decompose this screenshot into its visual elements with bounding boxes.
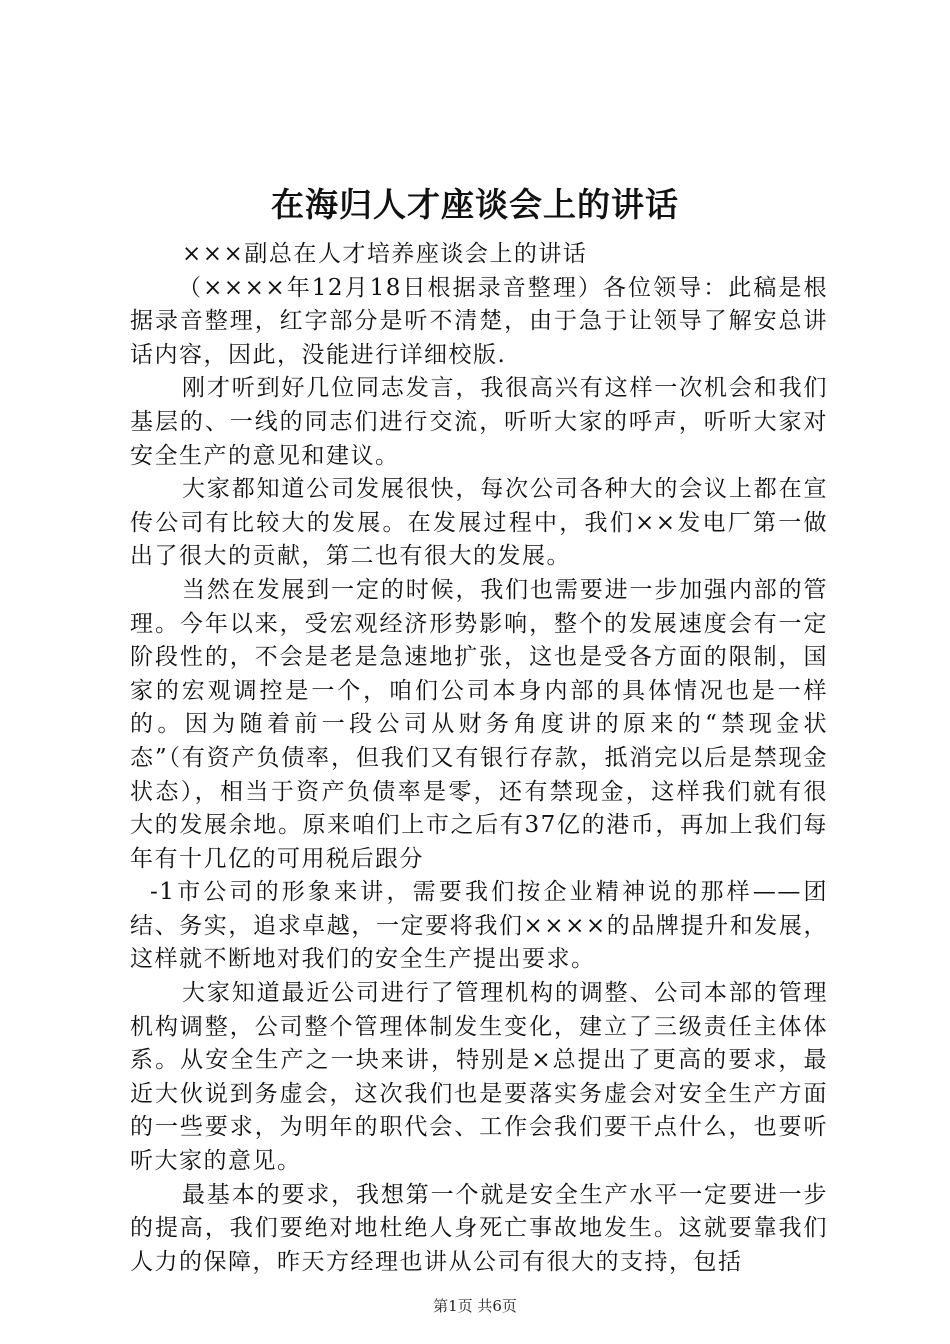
speech-subtitle: ×××副总在人才培养座谈会上的讲话	[182, 241, 588, 267]
recording-note-paragraph: （××××年12月18日根据录音整理）各位领导：此稿是根据录音整理，红字部分是听不清楚，由于急于让领导了解安总讲话内容，因此，没能进行详细校版.	[130, 274, 828, 368]
body-paragraph: 大家都知道公司发展很快，每次公司各种大的会议上都在宣传公司有比较大的发展。在发展过程中，我们××发电厂第一做出了很大的贡献，第二也有很大的发展。	[130, 476, 828, 570]
body-paragraph: 大家知道最近公司进行了管理机构的调整、公司本部的管理机构调整，公司整个管理体制发生变化，建立了三级责任主体体系。从安全生产之一块来讲，特别是×总提出了更高的要求，最近大伙说到务虚会，这次我们也是要落实务虚会对安全生产方面的一些要求，为明年的职代会、工作会我们要干点什么，也要听听大家的意见。	[130, 980, 828, 1175]
document-title: 在海归人才座谈会上的讲话	[271, 185, 679, 224]
body-paragraph: -1市公司的形象来讲，需要我们按企业精神说的那样——团结、务实，追求卓越，一定要将我们××××的品牌提升和发展，这样就不断地对我们的安全生产提出要求。	[130, 879, 828, 973]
body-paragraph: 刚才听到好几位同志发言，我很高兴有这样一次机会和我们基层的、一线的同志们进行交流，听听大家的呼声，听听大家对安全生产的意见和建议。	[130, 375, 828, 469]
page-number-footer: 第1页 共6页	[433, 1297, 517, 1315]
body-paragraph: 最基本的要求，我想第一个就是安全生产水平一定要进一步的提高，我们要绝对地杜绝人身死亡事故地发生。这就要靠我们人力的保障，昨天方经理也讲从公司有很大的支持，包括	[130, 1181, 828, 1275]
body-paragraph: 当然在发展到一定的时候，我们也需要进一步加强内部的管理。今年以来，受宏观经济形势影响，整个的发展速度会有一定阶段性的，不会是老是急速地扩张，这也是受各方面的限制，国家的宏观调控是一个，咱们公司本身内部的具体情况也是一样的。因为随着前一段公司从财务角度讲的原来的“禁现金状态”（有资产负债率，但我们又有银行存款，抵消完以后是禁现金状态），相当于资产负债率是零，还有禁现金，这样我们就有很大的发展余地。原来咱们上市之后有37亿的港币，再加上我们每年有十几亿的可用税后跟分	[130, 576, 828, 872]
document-body	[130, 238, 828, 1279]
